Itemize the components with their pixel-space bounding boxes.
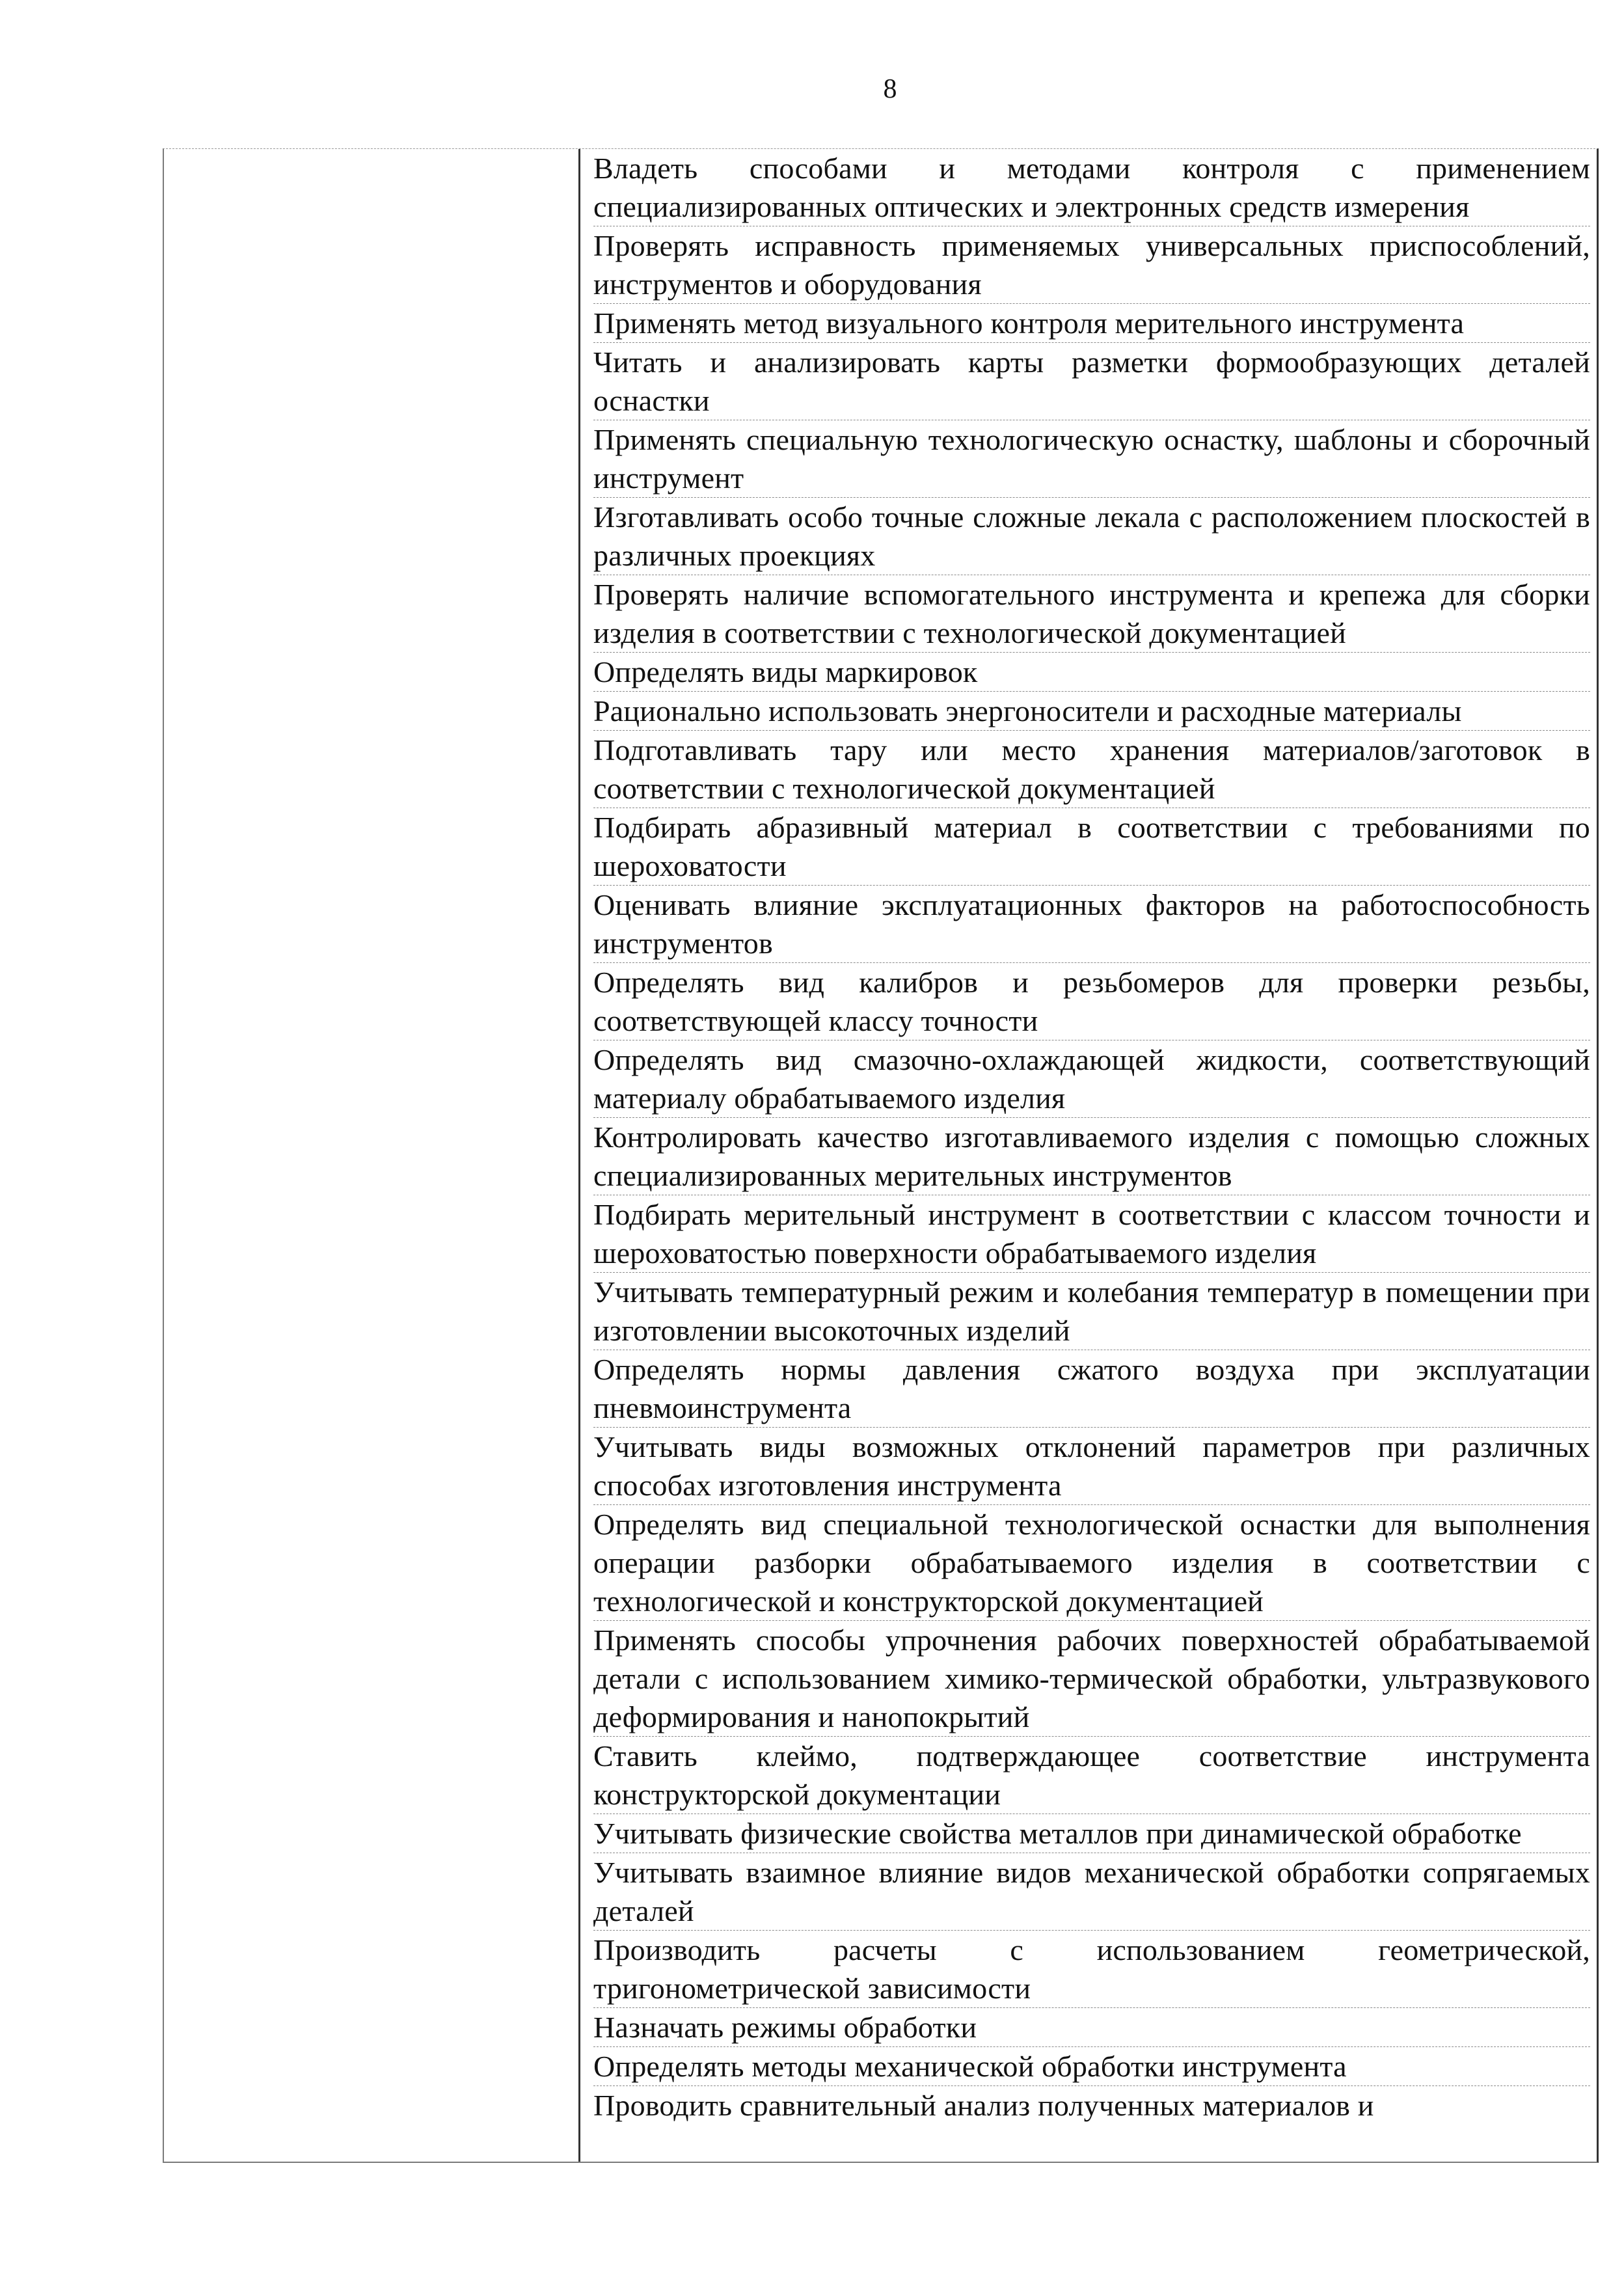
table-row: Оценивать влияние эксплуатационных факторов на работоспособность инструментов bbox=[593, 886, 1590, 963]
table-row: Определять методы механической обработки инструмента bbox=[593, 2047, 1590, 2086]
table-row: Проводить сравнительный анализ полученных материалов и bbox=[593, 2089, 1374, 2122]
table-right-column bbox=[580, 149, 1597, 2162]
table-row: Производить расчеты с использованием геометрической, тригонометрической зависимости bbox=[593, 1931, 1590, 2008]
table-row: Определять виды маркировок bbox=[593, 653, 1590, 692]
table-row: Контролировать качество изготавливаемого изделия с помощью сложных специализированных мерительных инструментов bbox=[593, 1118, 1590, 1195]
table-row: Изготавливать особо точные сложные лекала с расположением плоскостей в различных проекциях bbox=[593, 498, 1590, 575]
table-row: Владеть способами и методами контроля с применением специализированных оптических и электронных средств измерения bbox=[593, 149, 1590, 226]
table-row: Учитывать температурный режим и колебания температур в помещении при изготовлении высокоточных изделий bbox=[593, 1273, 1590, 1350]
table-row: Проверять наличие вспомогательного инструмента и крепежа для сборки изделия в соответствии с технологической документацией bbox=[593, 575, 1590, 653]
table-row: Определять вид смазочно-охлаждающей жидкости, соответствующий материалу обрабатываемого изделия bbox=[593, 1040, 1590, 1118]
table-row: Определять вид калибров и резьбомеров для проверки резьбы, соответствующей классу точности bbox=[593, 963, 1590, 1040]
table-row: Подбирать абразивный материал в соответствии с требованиями по шероховатости bbox=[593, 808, 1590, 886]
table-row: Применять метод визуального контроля мерительного инструмента bbox=[593, 304, 1590, 343]
table-row: Учитывать виды возможных отклонений параметров при различных способах изготовления инструмента bbox=[593, 1428, 1590, 1505]
table-row: Назначать режимы обработки bbox=[593, 2008, 1590, 2047]
table-row: Рационально использовать энергоносители и расходные материалы bbox=[593, 692, 1590, 731]
table-left-column bbox=[164, 149, 580, 2162]
table-row: Определять нормы давления сжатого воздуха при эксплуатации пневмоинструмента bbox=[593, 1350, 1590, 1428]
table-row: Проверять исправность применяемых универсальных приспособлений, инструментов и оборудования bbox=[593, 226, 1590, 304]
table-row: Применять способы упрочнения рабочих поверхностей обрабатываемой детали с использованием химико-термической обработки, ультразвукового деформирования и нанопокрытий bbox=[593, 1621, 1590, 1737]
table-row: Читать и анализировать карты разметки формообразующих деталей оснастки bbox=[593, 343, 1590, 420]
table-row: Подготавливать тару или место хранения материалов/заготовок в соответствии с технологической документацией bbox=[593, 731, 1590, 808]
skills-table bbox=[163, 148, 1599, 2163]
table-row: Подбирать мерительный инструмент в соответствии с классом точности и шероховатостью поверхности обрабатываемого изделия bbox=[593, 1195, 1590, 1273]
table-row: Применять специальную технологическую оснастку, шаблоны и сборочный инструмент bbox=[593, 420, 1590, 498]
table-row: Учитывать физические свойства металлов при динамической обработке bbox=[593, 1814, 1590, 1853]
page-number: 8 bbox=[883, 74, 897, 104]
table-row: Учитывать взаимное влияние видов механической обработки сопрягаемых деталей bbox=[593, 1853, 1590, 1931]
table-row: Определять вид специальной технологической оснастки для выполнения операции разборки обрабатываемого изделия в соответствии с технологической и конструкторской документацией bbox=[593, 1505, 1590, 1621]
table-row: Ставить клеймо, подтверждающее соответствие инструмента конструкторской документации bbox=[593, 1737, 1590, 1814]
